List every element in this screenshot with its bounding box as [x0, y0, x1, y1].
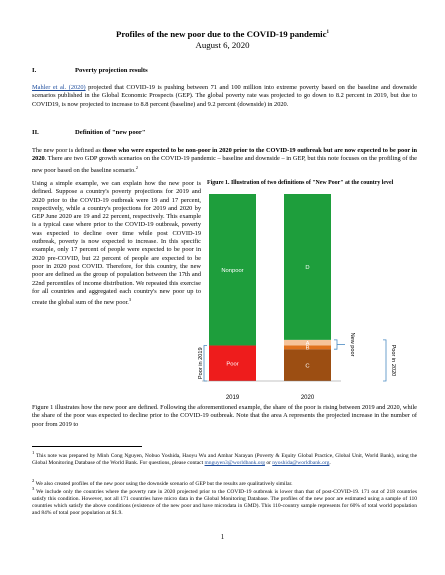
- segment-label: C: [305, 363, 310, 370]
- footnote-3: $^3$ We include only the countries where the poverty rate in 2020 projected prior to the COVID-19 outbreak is lower than that of post-COVID-19. 171 out of 218 countries satisfy this condition. However, not all 171 countries have micro data in the Global Monitoring Database. The profiles of the new poor are estimated using a sample of 110 countries which satisfy the above conditions (existence of the new poor and have microdata in GMD). This 110-country sample represents for 60% of total world population and 84% of total poor population at $1.9.: [32, 486, 417, 516]
- footnote-separator: [32, 446, 142, 447]
- paragraph-example: Using a simple example, we can explain how the new poor is defined. Suppose a country's poverty projections for 2019 and 2020 prior to the COVID-19 outbreak were 19 and 17 percent, respectively, while a country's projections for 2019 and 2020 by GEP June 2020 are 19 and 22 percent, respectively. This example is a typical case where prior to the COVID-19 outbreak, poverty was expected to decline over time while post COVID-19 outbreak, poverty is now expected to increase. In this specific example, only 17 percent of people were expected to be poor in 2020 pre-COVID, but 22 percent of people are expected to be poor in 2020 post COVID. Therefore, for this country, the new poor are defined as the group of population between the 17th and 22nd percentiles of income distribution. We repeated this exercise for all countries and aggregated each country's new poor up to create the global sum of the new poor.$^3$: [32, 180, 201, 307]
- document-date: August 6, 2020: [195, 40, 250, 50]
- section-heading: II. Definition of "new poor": [32, 129, 146, 136]
- footnote-1: $^1$ This note was prepared by Minh Cong Nguyen, Nobuo Yoshida, Haoyu Wu and Ambar Narayan (Poverty & Equity Global Practice, Global Unit, World Bank), using the Global Monitoring Database of the World Bank. For questions, please contact mnguyen3@worldbank.org or nyoshida@worldbank.org.: [32, 450, 418, 466]
- bracket-label: Poor in 2020: [390, 344, 396, 377]
- paragraph-new-poor-definition: The new poor is defined as those who were expected to be non-poor in 2020 prior to the COVID-19 outbreak but are now expected to be poor in 2020. There are two GDP growth scenarios on the COVID-19 pandemic – baseline and downside – in GEP, but this note focuses on the profiling of the new poor based on the baseline scenario.$^2$: [32, 147, 417, 174]
- email-link-mnguyen[interactable]: mnguyen3@worldbank.org: [204, 459, 265, 466]
- footnote-2: $^2$ We also created profiles of the new poor using the downside scenario of GEP but the results are qualitatively similar.: [32, 478, 293, 487]
- segment-label: Poor: [226, 361, 239, 368]
- section-heading: I. Poverty projection results: [32, 67, 148, 74]
- email-link-nyoshida[interactable]: nyoshida@worldbank.org: [272, 459, 330, 466]
- bracket-new-poor: [334, 340, 337, 349]
- category-label: 2020: [300, 395, 315, 401]
- bracket-poor-2020: [383, 340, 386, 381]
- bracket-label: Poor in 2019: [198, 347, 204, 380]
- paragraph-poverty-projection: Mahler et al. (2020) projected that COVID-19 is pushing between 71 and 100 million into extreme poverty based on the baseline and downside scenarios published in the Global Economic Prospects (GEP). The global poverty rate was projected to go down to 8.2 percent in 2019, but due to COVID19, is now projected to increase to 8.8 percent (baseline) and 9.2 percent (downside) in 2020.: [32, 84, 417, 108]
- segment-label: B: [305, 345, 310, 352]
- segment-label: D: [305, 265, 310, 272]
- page-number: 1: [220, 533, 225, 541]
- figure-caption: Figure 1. Illustration of two definitions of "New Poor" at the country level: [207, 180, 394, 186]
- segment-label: A: [305, 340, 310, 347]
- paragraph-figure-explanation: Figure 1 illustrates how the new poor are defined. Following the aforementioned example, the share of the poor is rising between 2019 and 2020, while the share of the poor was expected to decline prior to the COVID-19 outbreak. Note that the area A represents the projected increase in the number of poor from 2019 to: [32, 404, 417, 428]
- bracket-label: New poor: [349, 332, 355, 357]
- bracket-poor-2019: [204, 345, 207, 381]
- category-label: 2019: [225, 395, 240, 401]
- document-title: Profiles of the new poor due to the COVID-19 pandemic$^1$: [115, 29, 330, 39]
- mahler-citation-link[interactable]: Mahler et al. (2020): [32, 84, 86, 91]
- segment-label: Nonpoor: [221, 267, 244, 274]
- new-poor-figure: [196, 188, 421, 410]
